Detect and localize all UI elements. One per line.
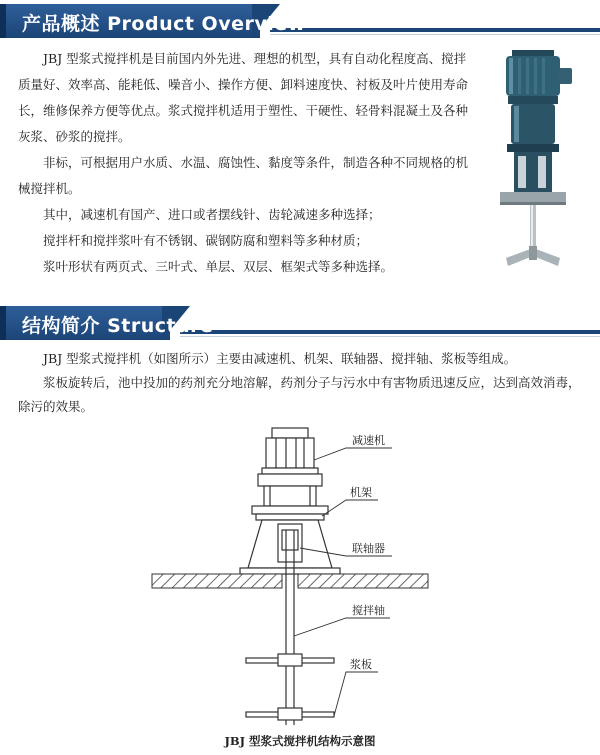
structure-diagram <box>0 420 600 730</box>
structure-text <box>18 347 584 419</box>
overview-paragraph: 非标，可根据用户水质、水温、腐蚀性、黏度等条件，制造各种不同规格的机械搅拌机。 <box>18 155 469 196</box>
structure-paragraph: JBJ 型浆式搅拌机（如图所示）主要由减速机、机架、联轴器、搅拌轴、浆板等组成。 <box>43 351 517 366</box>
overview-paragraph: 搅拌杆和搅拌浆叶有不锈钢、碳钢防腐和塑料等多种材质； <box>43 233 369 248</box>
overview-paragraph: 其中，减速机有国产、进口或者摆线针、齿轮减速多种选择； <box>43 207 381 222</box>
overview-paragraph: 浆叶形状有两页式、三叶式、单层、双层、框架式等多种选择。 <box>43 259 394 274</box>
overview-text <box>18 46 470 280</box>
diagram-caption: JBJ 型浆式搅拌机结构示意图 <box>224 734 376 748</box>
label-shaft: 搅拌轴 <box>352 604 385 617</box>
structure-title: 结构简介 Structure <box>22 315 214 337</box>
label-frame: 机架 <box>350 486 372 499</box>
product-photo <box>478 40 588 290</box>
ground-slab <box>152 574 282 588</box>
overview-header <box>0 4 600 38</box>
structure-paragraph: 浆板旋转后，池中投加的药剂充分地溶解，药剂分子与污水中有害物质迅速反应，达到高效消毒，除污的效果。 <box>18 375 581 414</box>
structure-header <box>0 306 600 340</box>
overview-paragraph: JBJ 型浆式搅拌机是目前国内外先进、理想的机型，具有自动化程度高、搅拌质量好、效率高、能耗低、噪音小、操作方便、卸料速度快、衬板及叶片使用寿命长，维修保养方便等优点。浆式搅拌机适用于塑性、干硬性、轻骨料混凝土及各种灰浆、砂浆的搅拌。 <box>18 51 469 144</box>
ground-slab <box>298 574 428 588</box>
label-coupling: 联轴器 <box>352 542 385 555</box>
overview-title: 产品概述 Product Overview <box>22 13 306 35</box>
label-reducer: 减速机 <box>352 434 385 447</box>
label-paddle: 浆板 <box>350 658 372 671</box>
